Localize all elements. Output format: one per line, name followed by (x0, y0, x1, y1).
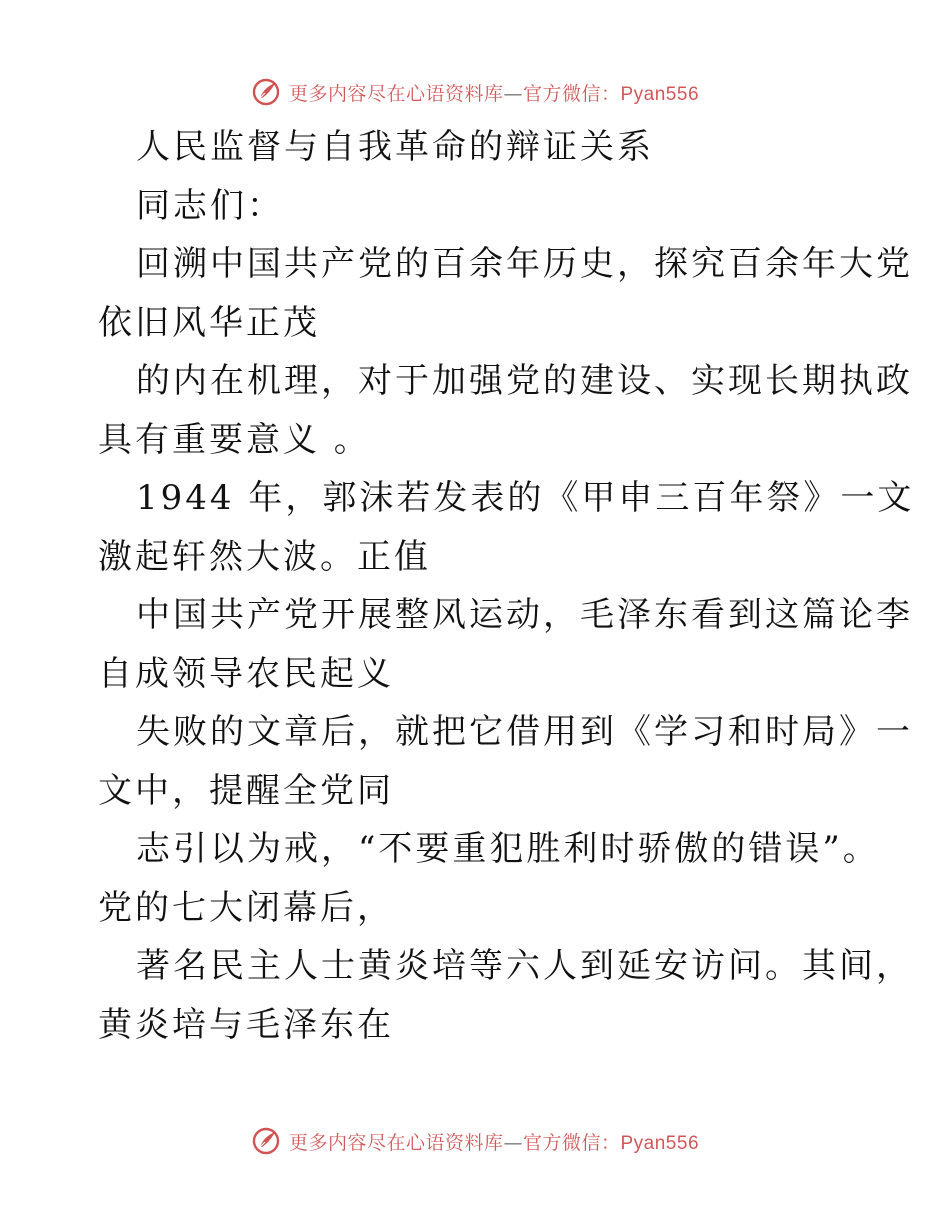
watermark-dash: — (503, 82, 523, 105)
watermark-site-name: 更多内容尽在心语资料库 (288, 1131, 504, 1154)
document-body (98, 118, 915, 1054)
watermark-wechat-id: Pyan556 (620, 1132, 700, 1154)
text-line: 具有重要意义 。 (98, 419, 371, 460)
text-line: 依旧风华正茂 (98, 302, 320, 343)
text-line: 中国共产党开展整风运动，毛泽东看到这篇论李 (136, 595, 913, 635)
watermark-dash: — (503, 1131, 523, 1154)
watermark-wechat-label: 官方微信： (522, 1131, 621, 1154)
text-line: 文中，提醒全党同 (98, 770, 394, 811)
quill-logo-icon (251, 77, 281, 107)
text-line: 回溯中国共产党的百余年历史，探究百余年大党 (136, 244, 913, 284)
text-line: 著名民主人士黄炎培等六人到延安访问。其间， (136, 946, 913, 986)
text-line: 1944 年，郭沫若发表的《甲申三百年祭》一文 (136, 478, 915, 518)
watermark-site-name: 更多内容尽在心语资料库 (288, 82, 504, 105)
text-line: 党的七大闭幕后， (98, 887, 394, 928)
watermark-text (289, 1128, 699, 1155)
header-watermark (0, 72, 950, 112)
text-line: 同志们： (136, 185, 284, 226)
footer-watermark (0, 1121, 950, 1161)
document-title: 人民监督与自我革命的辩证关系 (136, 127, 654, 167)
text-line: 自成领导农民起义 (98, 653, 394, 694)
text-line: 激起轩然大波。正值 (98, 536, 431, 577)
text-line: 志引以为戒，“不要重犯胜利时骄傲的错误”。 (136, 829, 880, 869)
text-line: 的内在机理，对于加强党的建设、实现长期执政 (136, 361, 913, 401)
watermark-wechat-label: 官方微信： (522, 82, 621, 105)
watermark-text (289, 79, 699, 106)
text-line: 黄炎培与毛泽东在 (98, 1004, 394, 1045)
quill-logo-icon (251, 1126, 281, 1156)
watermark-wechat-id: Pyan556 (620, 83, 700, 105)
text-line: 失败的文章后，就把它借用到《学习和时局》一 (136, 712, 913, 752)
